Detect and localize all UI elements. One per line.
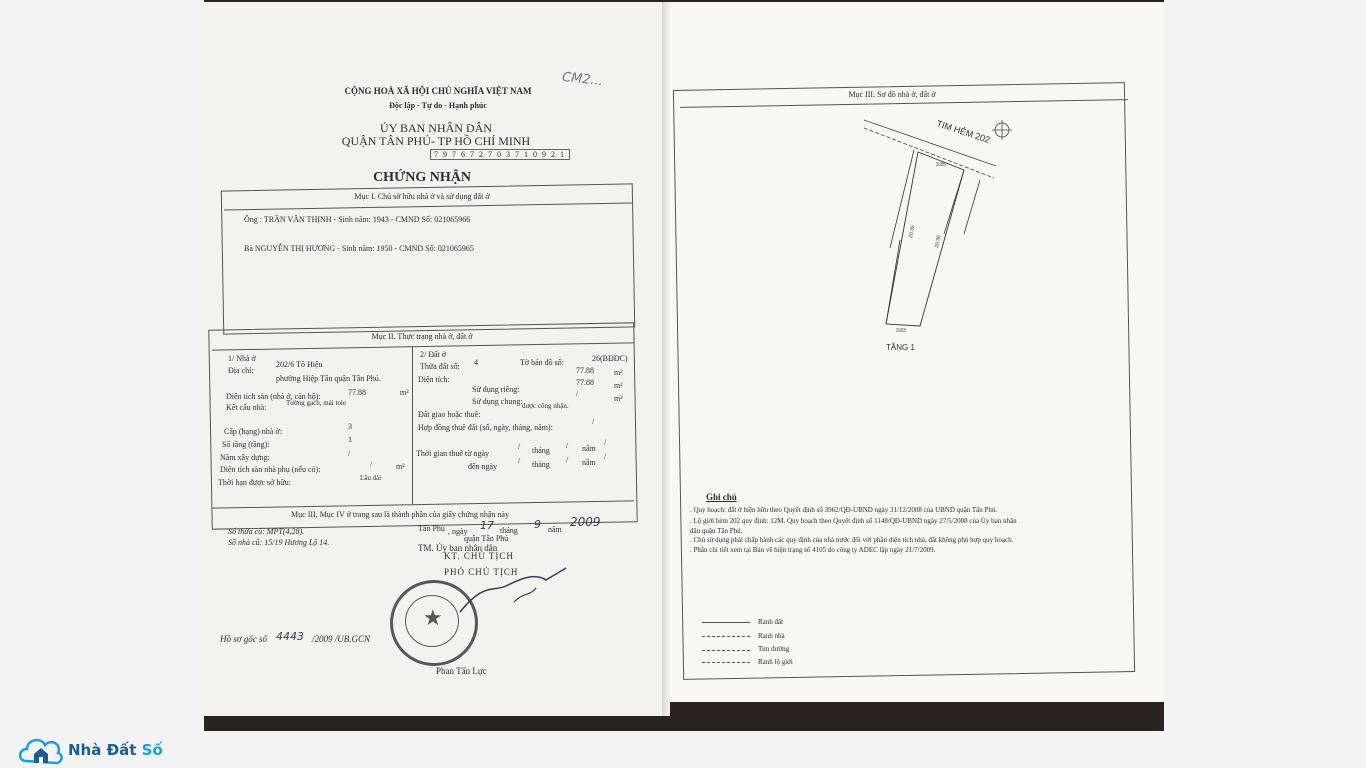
private-use-unit: m² <box>614 381 623 390</box>
column-divider <box>412 346 413 504</box>
signer-name: Phan Tấn Lực <box>436 666 487 676</box>
allotment-value: được công nhận. <box>522 402 569 410</box>
common-use-label: Sử dụng chung: <box>472 397 523 406</box>
note-1: . Quy hoạch: đất ở hiện hữu theo Quyết định số 3962/QĐ-UBND ngày 31/12/2008 của UBND quận Tân Phú. <box>690 506 998 514</box>
year-built-value: / <box>348 449 351 458</box>
file-suffix: /2009 /UB.GCN <box>312 634 371 644</box>
legend-house: Ranh nhà <box>758 632 785 640</box>
lease-to-day: / <box>518 456 521 465</box>
notes-title: Ghi chú <box>706 492 737 502</box>
aux-area-unit: m² <box>396 462 405 471</box>
document-photo <box>204 0 1164 731</box>
house-address-street: 202/6 Tô Hiệu <box>276 360 323 369</box>
land-heading: 2/ Đất ở <box>420 350 447 359</box>
lease-to-year: / <box>604 452 607 461</box>
brand-main: Nhà Đất <box>68 741 137 759</box>
handwritten-note: CM2... <box>561 69 604 90</box>
floor-label: TẦNG 1 <box>886 343 915 352</box>
site-watermark[interactable] <box>18 731 218 768</box>
lease-from-label: Thời gian thuê từ ngày <box>416 449 489 458</box>
old-house-number: Số nhà cũ: 15/19 Hương Lộ 14. <box>228 538 330 547</box>
lease-from-year-label: năm <box>582 444 596 453</box>
national-motto: Độc lập - Tự do - Hạnh phúc <box>389 101 487 110</box>
legend-line-boundary <box>702 622 750 623</box>
issuer-subtitle: PHÓ CHỦ TỊCH <box>444 567 519 577</box>
house-address-label: Địa chỉ: <box>228 366 254 375</box>
org-district: QUẬN TÂN PHÚ- TP HỒ CHÍ MINH <box>341 134 531 148</box>
issue-month: 9 <box>534 518 541 531</box>
house-heading: 1/ Nhà ở <box>228 354 256 363</box>
site-plan <box>846 108 1046 358</box>
note-5: . Phần chi tiết xem tại Bản vẽ hiện trạng số 4105 do công ty ADEC lập ngày 21/7/2009. <box>690 546 936 554</box>
year-built-label: Năm xây dựng: <box>220 453 270 462</box>
land-area-value: 77.88 <box>576 366 594 375</box>
floors-value: 1 <box>348 435 352 444</box>
file-number: 4443 <box>276 630 304 643</box>
grade-value: 3 <box>348 422 352 431</box>
national-header: CỘNG HOÀ XÃ HỘI CHỦ NGHĨA VIỆT NAM <box>344 86 532 96</box>
legend-line-setback <box>702 662 750 663</box>
house-cloud-icon <box>18 733 64 767</box>
dim-rear: 3.83 <box>896 328 906 334</box>
grade-label: Cấp (hạng) nhà ở: <box>224 427 282 436</box>
aux-area-label: Diện tích sàn nhà phụ (nếu có): <box>220 465 321 474</box>
legend-line-road <box>702 650 750 651</box>
issuer-title: KT. CHỦ TỊCH <box>444 551 514 561</box>
owner-wife: Bà NGUYỄN THỊ HƯƠNG - Sinh năm: 1950 - CMND Số: 021065965 <box>244 244 474 253</box>
lease-to-month-label: tháng <box>532 460 550 469</box>
signature <box>454 562 574 622</box>
floor-area-label: Diện tích sàn (nhà ở, căn hộ): <box>226 392 321 401</box>
legend-line-house <box>702 636 750 637</box>
structure-label: Kết cấu nhà: <box>226 403 267 412</box>
lease-contract-label: Hợp đồng thuê đất (số, ngày, tháng, năm): <box>418 423 553 432</box>
dim-left: 20.35 <box>908 224 917 239</box>
map-sheet-label: Tờ bản đồ số: <box>520 358 565 367</box>
certificate-left-page <box>204 2 666 716</box>
parcel-value: 4 <box>474 358 478 367</box>
continuation-note: Mục III, Mục IV ở trang sau là thành phần của giấy chứng nhận này <box>291 510 509 519</box>
old-parcel-number: Số thửa cũ: MPT(4,28). <box>228 527 305 536</box>
aux-area-value: / <box>370 460 373 469</box>
brand-name <box>68 741 163 759</box>
lease-to-label: đến ngày <box>468 462 498 471</box>
dim-right: 20.30 <box>934 234 943 249</box>
book-spine <box>662 2 670 716</box>
ownership-term-value: Lâu dài <box>360 474 382 482</box>
section1-title: Mục I. Chủ sở hữu nhà ở và sử dụng đất ở <box>354 192 490 201</box>
private-use-value: 77.88 <box>576 378 594 387</box>
common-use-value: / <box>576 389 579 398</box>
land-area-unit: m² <box>614 368 623 377</box>
legend-road: Tim đường <box>758 645 790 653</box>
section3-title: Mục III. Sơ đồ nhà ở, đất ở <box>848 90 936 99</box>
structure-value: Tường gạch, mái tole <box>286 399 346 407</box>
lease-to-year-label: năm <box>582 458 596 467</box>
legend-setback: Ranh lộ giới <box>758 658 793 666</box>
document-title: CHỨNG NHẬN <box>373 170 471 185</box>
land-area-label: Diện tích: <box>418 375 450 384</box>
issue-year-label: năm <box>548 525 562 534</box>
brand-accent: Số <box>136 741 163 759</box>
note-2: . Lộ giới hẻm 202 quy định: 12M. Quy hoạch theo Quyết định số 1148/QĐ-UBND ngày 27/5/2008 của Ủy ban nhân <box>690 517 1017 525</box>
note-3: dân quận Tân Phú. <box>690 527 743 535</box>
lease-contract-value: / <box>592 417 595 426</box>
issue-month-label: tháng <box>500 526 518 535</box>
private-use-label: Sử dụng riêng: <box>472 385 520 394</box>
lease-from-month-label: tháng <box>532 446 550 455</box>
issue-year: 2009 <box>570 515 601 529</box>
owner-husband: Ông : TRẦN VĂN THỊNH - Sinh năm: 1943 - CMND Số: 021065966 <box>244 215 471 224</box>
allotment-label: Đất giao hoặc thuê: <box>418 410 481 419</box>
issue-day: 17 <box>480 519 494 532</box>
lease-from-month: / <box>566 441 569 450</box>
certificate-right-page <box>666 2 1164 702</box>
floor-area-value: 77.88 <box>348 388 366 397</box>
org-name: ỦY BAN NHÂN DÂN <box>380 121 492 135</box>
map-sheet-value: 26(BĐĐC) <box>592 354 628 363</box>
issue-place: Tân Phú <box>418 524 445 533</box>
lease-from-day: / <box>518 442 521 451</box>
legend-boundary: Ranh đất <box>758 618 784 626</box>
serial-number: 7 9 7 6 7 2 7 0 3 7 1 0 9 2 1 <box>430 149 570 160</box>
ownership-term-label: Thời hạn được sở hữu: <box>218 478 291 487</box>
street-label: TIM HẺM 202 <box>935 118 992 146</box>
common-use-unit: m² <box>614 394 623 403</box>
parcel-label: Thửa đất số: <box>420 362 460 371</box>
issuer-authority: TM. Ủy ban nhân dân <box>418 543 498 553</box>
lease-from-year: / <box>604 438 607 447</box>
section2-title: Mục II. Thực trạng nhà ở, đất ở <box>371 332 473 341</box>
floors-label: Số tầng (tầng): <box>222 440 270 449</box>
note-4: . Chủ sử dụng phải chấp hành các quy định của nhà nước đối với phần diện tích nhà, đất không phù hợp quy hoạch. <box>690 536 1014 544</box>
issue-day-label: , ngày <box>448 527 468 536</box>
house-address-ward: phường Hiệp Tân quận Tân Phú. <box>276 374 381 383</box>
dim-front: 3.85 <box>936 162 946 168</box>
lease-to-month: / <box>566 455 569 464</box>
file-label: Hồ sơ gốc số <box>220 634 268 644</box>
issuer-district: quận Tân Phú <box>464 534 509 543</box>
star-icon: ★ <box>423 605 443 630</box>
floor-area-unit: m² <box>400 388 409 397</box>
